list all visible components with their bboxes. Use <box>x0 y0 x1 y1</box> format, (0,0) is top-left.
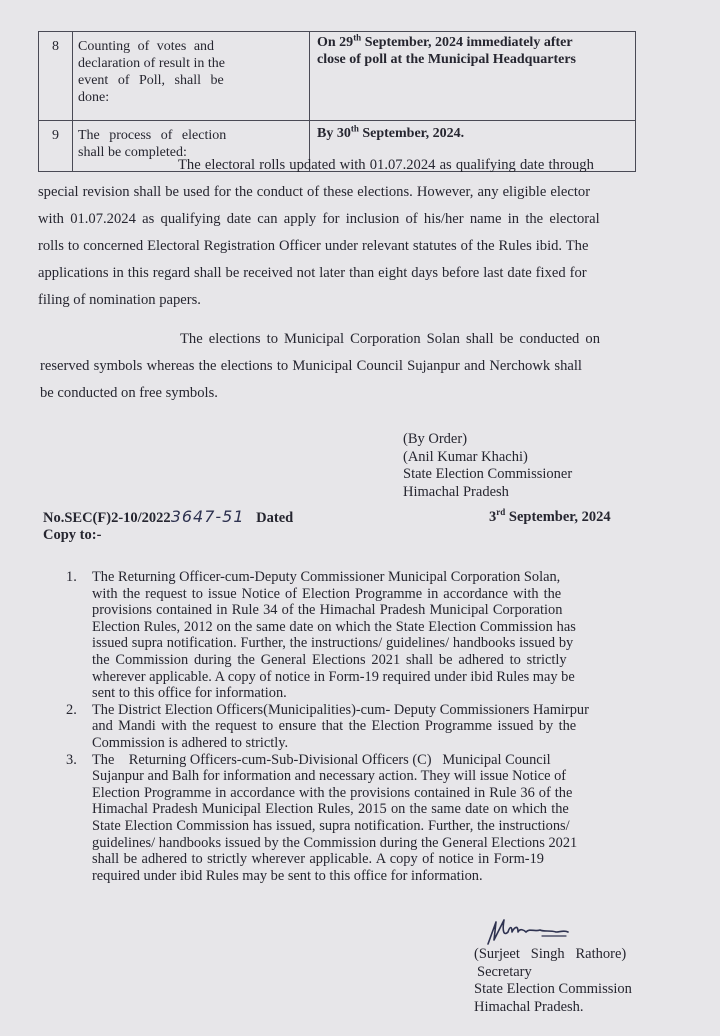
list-line: Sujanpur and Balh for information and necessary action. They will issue Notice of <box>92 768 567 785</box>
paragraph-line: special revision shall be used for the conduct of these elections. However, any eligible elector <box>38 184 591 200</box>
date-text: 3 <box>489 508 497 525</box>
list-line: required under ibid Rules may be sent to this office for information. <box>92 867 483 884</box>
paragraph-line: with 01.07.2024 as qualifying date can apply for inclusion of his/her name in the electoral <box>38 211 600 227</box>
list-line: Election Rules, 2012 on the same date on which the State Election Commission has <box>92 618 576 635</box>
paragraph-line: rolls to concerned Electoral Registration Officer under relevant statutes of the Rules ibid. The <box>38 238 589 254</box>
date-line <box>317 34 629 51</box>
copy-to-heading: Copy to:- <box>43 527 102 543</box>
list-text <box>92 569 646 702</box>
date-text: On 29 <box>317 35 354 50</box>
list-line: Election Programme in accordance with the provisions contained in Rule 36 of the <box>92 784 573 801</box>
list-text <box>92 702 646 752</box>
row-date <box>310 32 636 121</box>
handwritten-number: 3647-51 <box>170 507 245 526</box>
list-line: State Election Commission has issued, supra notification. Further, the instructions/ <box>92 817 570 834</box>
list-line: shall be adhered to strictly wherever applicable. A copy of notice in Form-19 <box>92 851 544 868</box>
list-number: 3. <box>66 751 77 768</box>
signatory-name: (Anil Kumar Khachi) <box>403 448 528 465</box>
paragraph-line: reserved symbols whereas the elections to Municipal Council Sujanpur and Nerchowk shall <box>40 358 582 374</box>
date-text: September, 2024 immediately after <box>361 35 573 50</box>
list-item <box>66 702 646 752</box>
list-line: The District Election Officers(Municipalities)-cum- Deputy Commissioners Hamirpur <box>92 701 589 718</box>
date-suffix: th <box>353 32 362 43</box>
list-line: The Returning Officers-cum-Sub-Divisional Officers (C) Municipal Council <box>92 751 551 768</box>
paragraph-line: The elections to Municipal Corporation Solan shall be conducted on <box>180 331 600 347</box>
date-text: September, 2024. <box>358 126 465 141</box>
paragraph-line: applications in this regard shall be received not later than eight days before last date fixed for <box>38 265 587 281</box>
list-line: provisions contained in Rule 34 of the Himachal Pradesh Municipal Corporation <box>92 602 563 619</box>
reference-number: No.SEC(F)2-10/2022 <box>43 510 171 526</box>
list-item <box>66 569 646 702</box>
list-line: and Mandi with the request to ensure that the Election Programme issued by the <box>92 718 577 735</box>
list-line: sent to this office for information. <box>92 685 287 702</box>
date-suffix: rd <box>496 507 506 517</box>
list-line: Himachal Pradesh Municipal Election Rules, 2015 on the same date on which the <box>92 801 569 818</box>
paragraph-line: be conducted on free symbols. <box>40 385 218 401</box>
schedule-table <box>38 31 636 172</box>
row-event <box>73 32 310 121</box>
list-item <box>66 752 646 885</box>
list-line: wherever applicable. A copy of notice in Form-19 required under ibid Rules may be <box>92 668 575 685</box>
event-line: The process of election <box>78 128 227 143</box>
list-line: with the request to issue Notice of Election Programme in accordance with the <box>92 585 562 602</box>
row-number: 8 <box>39 32 73 121</box>
secretary-state: Himachal Pradesh. <box>474 998 584 1015</box>
by-order: (By Order) <box>403 431 468 447</box>
symbols-paragraph <box>40 331 643 412</box>
secretary-designation: Secretary <box>477 963 532 980</box>
copy-list <box>66 569 646 884</box>
list-number: 1. <box>66 569 77 585</box>
date-text: September, 2024 <box>505 508 611 525</box>
dated-label: Dated <box>256 510 294 526</box>
event-line: done: <box>78 90 110 105</box>
date-suffix: th <box>350 123 359 134</box>
secretary-office: State Election Commission <box>474 981 632 997</box>
event-line: event of Poll, shall be <box>78 73 224 88</box>
paragraph-line: filing of nomination papers. <box>38 292 201 308</box>
signatory-block <box>403 431 572 501</box>
secretary-block <box>474 946 632 1016</box>
signatory-state: Himachal Pradesh <box>403 483 509 500</box>
date-text: By 30 <box>317 126 351 141</box>
row-number: 9 <box>39 121 73 172</box>
event-line: shall be completed: <box>78 145 187 160</box>
secretary-name: (Surjeet Singh Rathore) <box>474 946 627 962</box>
list-line: Commission is adhered to strictly. <box>92 734 289 751</box>
list-line: guidelines/ handbooks issued by the Commission during the General Elections 2021 <box>92 834 578 851</box>
table-row <box>39 32 636 121</box>
reference-date <box>489 507 611 526</box>
signatory-designation: State Election Commissioner <box>403 466 573 482</box>
event-line: Counting of votes and <box>78 39 215 54</box>
paragraph-line: The electoral rolls updated with 01.07.2024 as qualifying date through <box>178 157 594 173</box>
list-text <box>92 752 646 885</box>
event-line: declaration of result in the <box>78 56 225 71</box>
date-line: close of poll at the Municipal Headquarters <box>317 52 576 67</box>
electoral-rolls-paragraph <box>38 157 641 319</box>
list-number: 2. <box>66 701 77 718</box>
list-line: the Commission during the General Elections 2021 shall be adhered to strictly <box>92 651 567 668</box>
list-line: The Returning Officer-cum-Deputy Commissioner Municipal Corporation Solan, <box>92 569 561 585</box>
list-line: issued supra notification. Further, the instructions/ guidelines/ handbooks issued by <box>92 635 574 652</box>
reference-line <box>43 507 635 527</box>
